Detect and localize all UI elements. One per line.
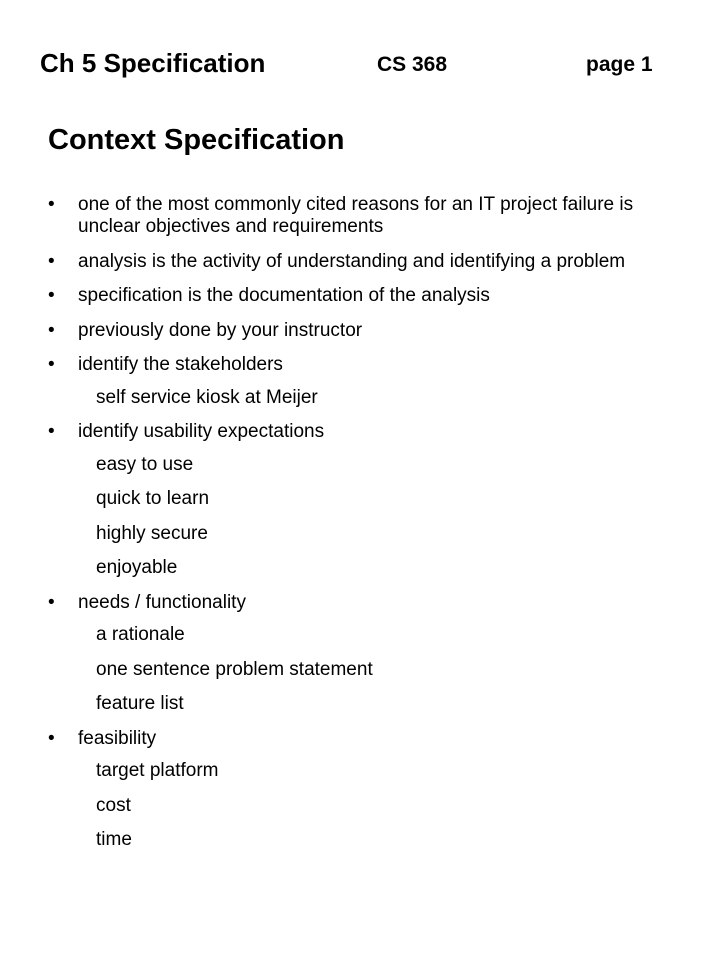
sub-item: self service kiosk at Meijer — [96, 386, 318, 408]
sub-item: time — [96, 829, 132, 850]
bullet-text: needs / functionality — [78, 591, 246, 613]
bullet-icon: • — [48, 421, 55, 442]
bullet-item — [48, 592, 688, 614]
bullet-text: analysis is the activity of understanding and identifying a problem — [78, 250, 626, 272]
course-code: CS 368 — [377, 53, 448, 76]
bullet-icon: • — [48, 285, 55, 306]
sub-item: quick to learn — [96, 488, 210, 509]
bullet-item — [48, 728, 688, 750]
bullet-text: identify the stakeholders — [78, 354, 283, 375]
sub-item: highly secure — [96, 522, 208, 544]
bullet-item — [48, 285, 688, 307]
bullet-text: identify usability expectations — [78, 421, 325, 442]
bullet-item — [48, 354, 688, 376]
sub-item: feature list — [96, 693, 184, 714]
sub-item: a rationale — [96, 624, 185, 645]
section-title: Context Specification — [48, 124, 345, 156]
sub-item: easy to use — [96, 453, 194, 475]
sub-item: cost — [96, 794, 131, 816]
page-number: page 1 — [586, 53, 653, 76]
page-header — [0, 48, 720, 82]
outline-list — [48, 194, 688, 864]
bullet-item — [48, 320, 688, 342]
bullet-icon: • — [48, 194, 55, 215]
bullet-text: previously done by your instructor — [78, 319, 363, 341]
bullet-item — [48, 251, 688, 273]
bullet-item — [48, 421, 688, 443]
sub-item: enjoyable — [96, 557, 178, 578]
chapter-title: Ch 5 Specification — [40, 48, 266, 78]
sub-item: target platform — [96, 760, 219, 781]
bullet-icon: • — [48, 591, 55, 613]
bullet-icon: • — [48, 319, 55, 341]
bullet-text: feasibility — [78, 727, 157, 749]
bullet-item — [48, 194, 688, 238]
bullet-icon: • — [48, 250, 55, 272]
bullet-text: specification is the documentation of the analysis — [78, 285, 490, 306]
sub-item: one sentence problem statement — [96, 658, 373, 680]
bullet-icon: • — [48, 727, 55, 749]
bullet-text: one of the most commonly cited reasons for an IT project failure is unclear objectives and requirements — [78, 194, 634, 237]
bullet-icon: • — [48, 354, 55, 375]
